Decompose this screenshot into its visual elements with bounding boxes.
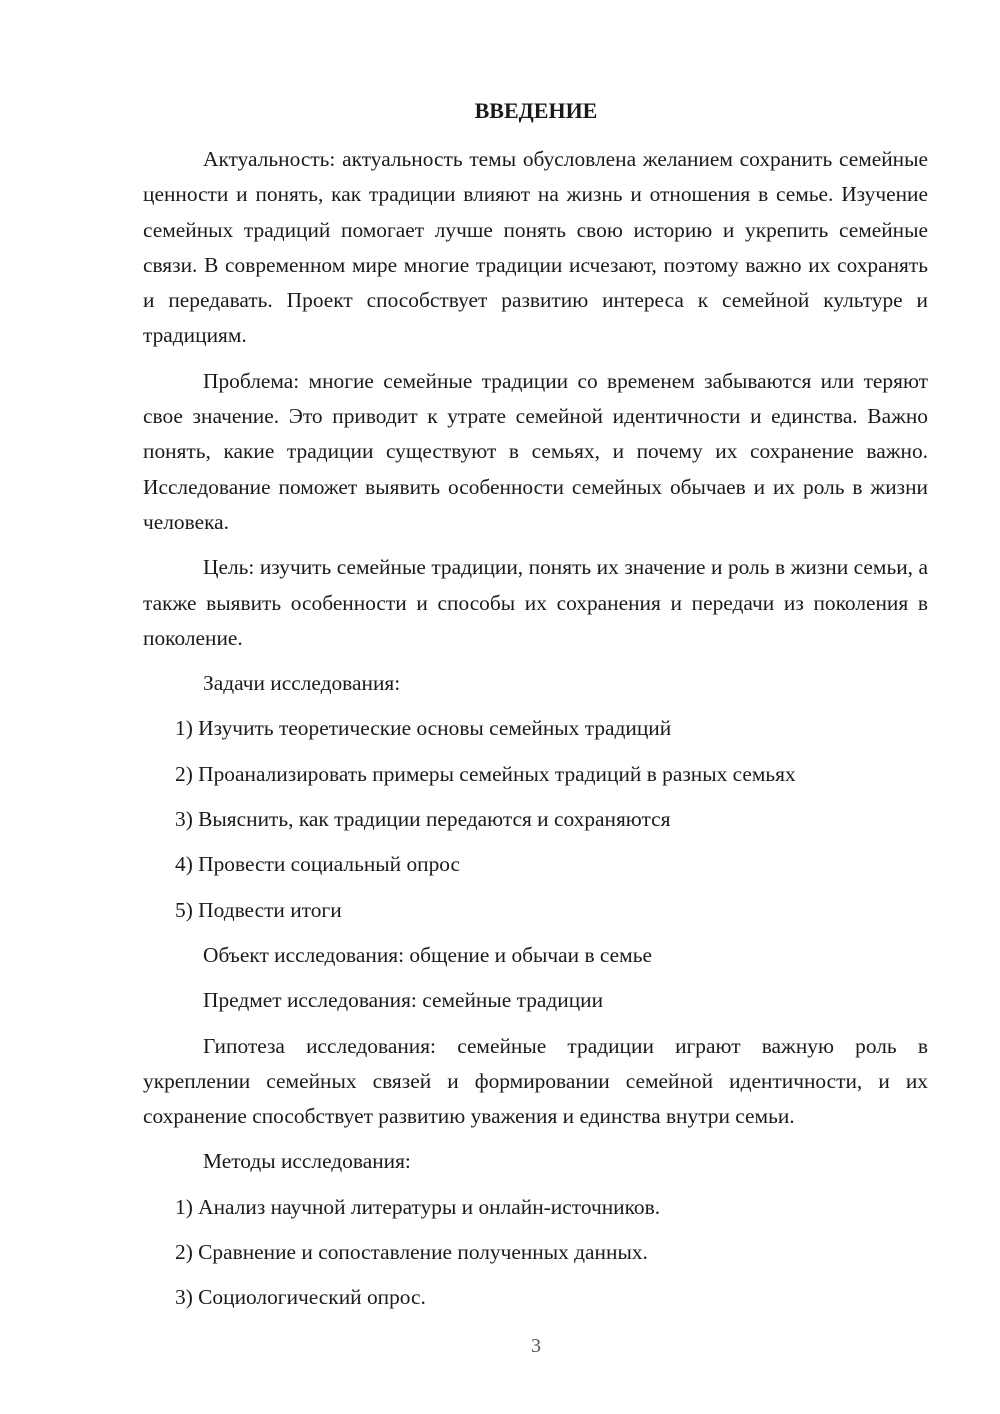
goal-paragraph: Цель: изучить семейные традиции, понять их значение и роль в жизни семьи, а также выявить особенности и способы их сохранения и передачи из поколения в поколение. [143,555,928,650]
list-item: 1) Анализ научной литературы и онлайн-источников. [175,1194,661,1219]
list-item: 3) Социологический опрос. [175,1285,426,1310]
document-body [143,142,928,1326]
object-line: Объект исследования: общение и обычаи в семье [203,942,652,967]
list-item: 3) Выяснить, как традиции передаются и сохраняются [175,807,671,832]
tasks-list [143,711,928,927]
list-item: 4) Провести социальный опрос [175,852,461,877]
problem-paragraph: Проблема: многие семейные традиции со временем забываются или теряют свое значение. Это приводит к утрате семейной идентичности и единства. Важно понять, какие традиции существуют в семьях, и почему их сохранение важно. Исследование поможет выявить особенности семейных обычаев и их роль в жизни человека. [143,368,928,534]
tasks-heading: Задачи исследования: [203,671,401,696]
methods-heading: Методы исследования: [203,1149,411,1174]
page-title: ВВЕДЕНИЕ [474,98,598,123]
methods-list [143,1190,928,1316]
subject-line: Предмет исследования: семейные традиции [203,988,604,1013]
list-item: 2) Проанализировать примеры семейных традиций в разных семьях [175,761,796,786]
list-item: 2) Сравнение и сопоставление полученных данных. [175,1240,648,1265]
list-item: 1) Изучить теоретические основы семейных традиций [175,716,672,741]
hypothesis-paragraph: Гипотеза исследования: семейные традиции играют важную роль в укреплении семейных связей и формировании семейной идентичности, и их сохранение способствует развитию уважения и единства внутри семьи. [143,1033,928,1129]
page-number: 3 [531,1335,541,1357]
relevance-paragraph: Актуальность: актуальность темы обусловлена желанием сохранить семейные ценности и понять, как традиции влияют на жизнь и отношения в семье. Изучение семейных традиций помогает лучше понять свою историю и укрепить семейные связи. В современном мире многие традиции исчезают, поэтому важно их сохранять и передавать. Проект способствует развитию интереса к семейной культуре и традициям. [143,147,928,348]
list-item: 5) Подвести итоги [175,897,342,922]
